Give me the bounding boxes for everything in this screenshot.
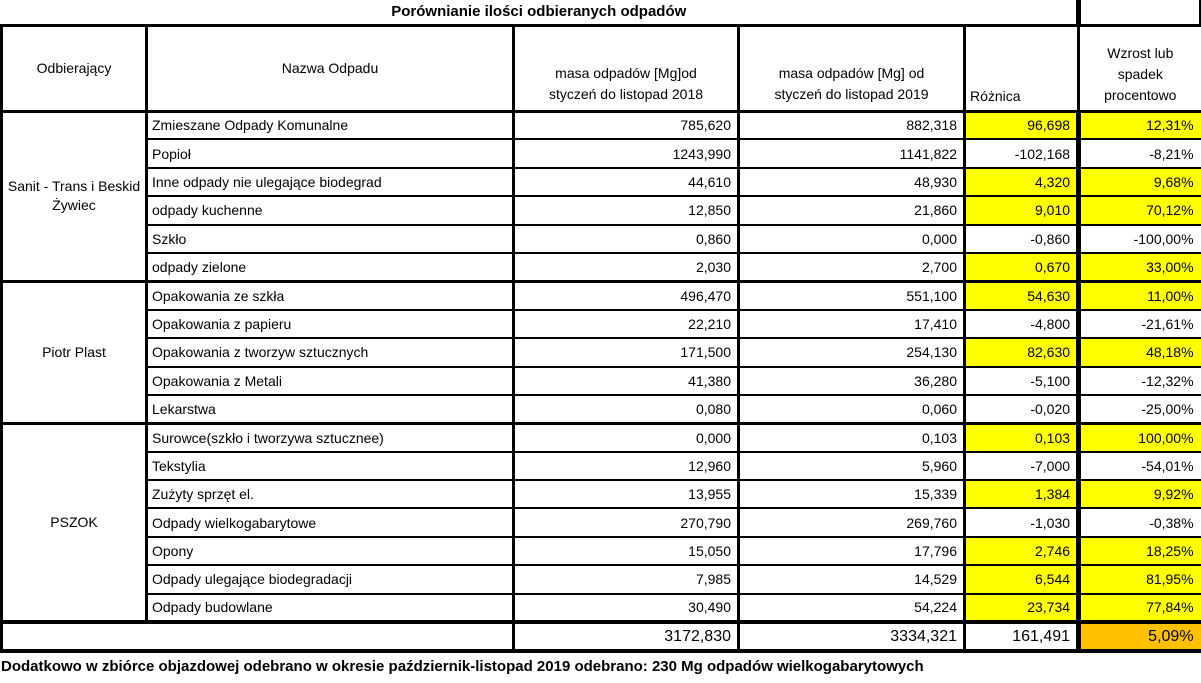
mass-2018-cell: 22,210 (514, 310, 739, 338)
collector-label: Piotr Plast (2, 281, 147, 423)
table-row (2, 139, 1201, 167)
waste-name-cell: Inne odpady nie ulegające biodegrad (147, 168, 514, 196)
difference-cell: 9,010 (965, 196, 1079, 224)
difference-cell: 2,746 (965, 537, 1079, 565)
percent-change-cell: -21,61% (1079, 310, 1201, 338)
mass-2018-cell: 44,610 (514, 168, 739, 196)
waste-name-cell: Opakowania z papieru (147, 310, 514, 338)
difference-cell: -0,020 (965, 395, 1079, 423)
mass-2018-cell: 171,500 (514, 338, 739, 366)
waste-name-cell: Popioł (147, 139, 514, 167)
percent-change-cell: 77,84% (1079, 594, 1201, 622)
mass-2018-cell: 270,790 (514, 508, 739, 536)
total-row (2, 622, 1201, 651)
mass-2019-cell: 0,000 (739, 225, 965, 253)
mass-2019-cell: 2,700 (739, 253, 965, 281)
total-mass-2018: 3172,830 (514, 622, 739, 651)
header-row (2, 25, 1201, 111)
waste-name-cell: Szkło (147, 225, 514, 253)
mass-2018-cell: 15,050 (514, 537, 739, 565)
difference-cell: 1,384 (965, 480, 1079, 508)
mass-2019-cell: 36,280 (739, 367, 965, 395)
percent-change-cell: 70,12% (1079, 196, 1201, 224)
collector-label: Sanit - Trans i Beskid Żywiec (2, 111, 147, 281)
column-header-percent-change: Wzrost lub spadek procentowo (1079, 25, 1201, 111)
percent-change-cell: -54,01% (1079, 452, 1201, 480)
percent-change-cell: -12,32% (1079, 367, 1201, 395)
percent-change-cell: -25,00% (1079, 395, 1201, 423)
table-row (2, 565, 1201, 593)
mass-2018-cell: 12,850 (514, 196, 739, 224)
difference-cell: 23,734 (965, 594, 1079, 622)
difference-cell: -4,800 (965, 310, 1079, 338)
table-row (2, 480, 1201, 508)
percent-change-cell: 100,00% (1079, 423, 1201, 451)
mass-2019-cell: 254,130 (739, 338, 965, 366)
difference-cell: 6,544 (965, 565, 1079, 593)
percent-change-cell: 9,92% (1079, 480, 1201, 508)
table-row (2, 196, 1201, 224)
mass-2019-cell: 54,224 (739, 594, 965, 622)
mass-2018-cell: 1243,990 (514, 139, 739, 167)
mass-2018-cell: 7,985 (514, 565, 739, 593)
waste-name-cell: Opakowania z tworzyw sztucznych (147, 338, 514, 366)
column-header-mass-2018: masa odpadów [Mg]od styczeń do listopad 2018 (514, 25, 739, 111)
column-header-difference: Różnica (965, 25, 1079, 111)
mass-2018-cell: 12,960 (514, 452, 739, 480)
mass-2019-cell: 5,960 (739, 452, 965, 480)
collector-label: PSZOK (2, 423, 147, 622)
percent-change-cell: 48,18% (1079, 338, 1201, 366)
footer-note: Dodatkowo w zbiórce objazdowej odebrano w okresie październik-listopad 2019 odebrano: 230 Mg odpadów wielkogabarytowych (1, 658, 924, 676)
title-corner-cell (1079, 0, 1201, 25)
table-row (2, 508, 1201, 536)
table-row (2, 452, 1201, 480)
mass-2019-cell: 48,930 (739, 168, 965, 196)
column-header-mass-2019: masa odpadów [Mg] od styczeń do listopad 2019 (739, 25, 965, 111)
mass-2019-cell: 551,100 (739, 281, 965, 309)
percent-change-cell: 11,00% (1079, 281, 1201, 309)
waste-name-cell: odpady zielone (147, 253, 514, 281)
column-header-collector: Odbierający (2, 25, 147, 111)
difference-cell: 0,670 (965, 253, 1079, 281)
mass-2018-cell: 30,490 (514, 594, 739, 622)
difference-cell: -5,100 (965, 367, 1079, 395)
table-body (2, 111, 1201, 622)
mass-2019-cell: 14,529 (739, 565, 965, 593)
mass-2018-cell: 13,955 (514, 480, 739, 508)
total-percent-change: 5,09% (1079, 622, 1201, 651)
table-row (2, 168, 1201, 196)
waste-name-cell: Odpady wielkogabarytowe (147, 508, 514, 536)
waste-name-cell: Tekstylia (147, 452, 514, 480)
mass-2018-cell: 41,380 (514, 367, 739, 395)
mass-2019-cell: 0,060 (739, 395, 965, 423)
waste-name-cell: Odpady budowlane (147, 594, 514, 622)
mass-2019-cell: 15,339 (739, 480, 965, 508)
table-row (2, 395, 1201, 423)
table-row (2, 338, 1201, 366)
difference-cell: -1,030 (965, 508, 1079, 536)
waste-name-cell: odpady kuchenne (147, 196, 514, 224)
percent-change-cell: 9,68% (1079, 168, 1201, 196)
mass-2018-cell: 785,620 (514, 111, 739, 139)
percent-change-cell: -0,38% (1079, 508, 1201, 536)
mass-2019-cell: 21,860 (739, 196, 965, 224)
table-row (2, 225, 1201, 253)
table-row (2, 310, 1201, 338)
percent-change-cell: 33,00% (1079, 253, 1201, 281)
percent-change-cell: 81,95% (1079, 565, 1201, 593)
total-blank-cell (2, 622, 514, 651)
difference-cell: 54,630 (965, 281, 1079, 309)
table-row (2, 367, 1201, 395)
waste-name-cell: Lekarstwa (147, 395, 514, 423)
percent-change-cell: -100,00% (1079, 225, 1201, 253)
table-row (2, 423, 1201, 451)
waste-name-cell: Opony (147, 537, 514, 565)
waste-name-cell: Surowce(szkło i tworzywa sztucznee) (147, 423, 514, 451)
table-row (2, 253, 1201, 281)
difference-cell: 96,698 (965, 111, 1079, 139)
mass-2018-cell: 496,470 (514, 281, 739, 309)
table-row (2, 594, 1201, 622)
mass-2019-cell: 269,760 (739, 508, 965, 536)
total-mass-2019: 3334,321 (739, 622, 965, 651)
mass-2019-cell: 1141,822 (739, 139, 965, 167)
difference-cell: 0,103 (965, 423, 1079, 451)
difference-cell: 82,630 (965, 338, 1079, 366)
table-title: Porównianie ilości odbieranych odpadów (2, 0, 1079, 25)
mass-2018-cell: 0,080 (514, 395, 739, 423)
title-row (2, 0, 1201, 25)
waste-name-cell: Zmieszane Odpady Komunalne (147, 111, 514, 139)
table-row (2, 111, 1201, 139)
waste-name-cell: Opakowania ze szkła (147, 281, 514, 309)
mass-2018-cell: 0,860 (514, 225, 739, 253)
table-row (2, 537, 1201, 565)
column-header-waste-name: Nazwa Odpadu (147, 25, 514, 111)
difference-cell: 4,320 (965, 168, 1079, 196)
total-difference: 161,491 (965, 622, 1079, 651)
difference-cell: -0,860 (965, 225, 1079, 253)
mass-2019-cell: 17,796 (739, 537, 965, 565)
mass-2019-cell: 0,103 (739, 423, 965, 451)
percent-change-cell: -8,21% (1079, 139, 1201, 167)
mass-2019-cell: 17,410 (739, 310, 965, 338)
waste-name-cell: Opakowania z Metali (147, 367, 514, 395)
table-row (2, 281, 1201, 309)
percent-change-cell: 18,25% (1079, 537, 1201, 565)
mass-2018-cell: 2,030 (514, 253, 739, 281)
difference-cell: -7,000 (965, 452, 1079, 480)
mass-2019-cell: 882,318 (739, 111, 965, 139)
percent-change-cell: 12,31% (1079, 111, 1201, 139)
mass-2018-cell: 0,000 (514, 423, 739, 451)
waste-name-cell: Odpady ulegające biodegradacji (147, 565, 514, 593)
difference-cell: -102,168 (965, 139, 1079, 167)
waste-name-cell: Zużyty sprzęt el. (147, 480, 514, 508)
